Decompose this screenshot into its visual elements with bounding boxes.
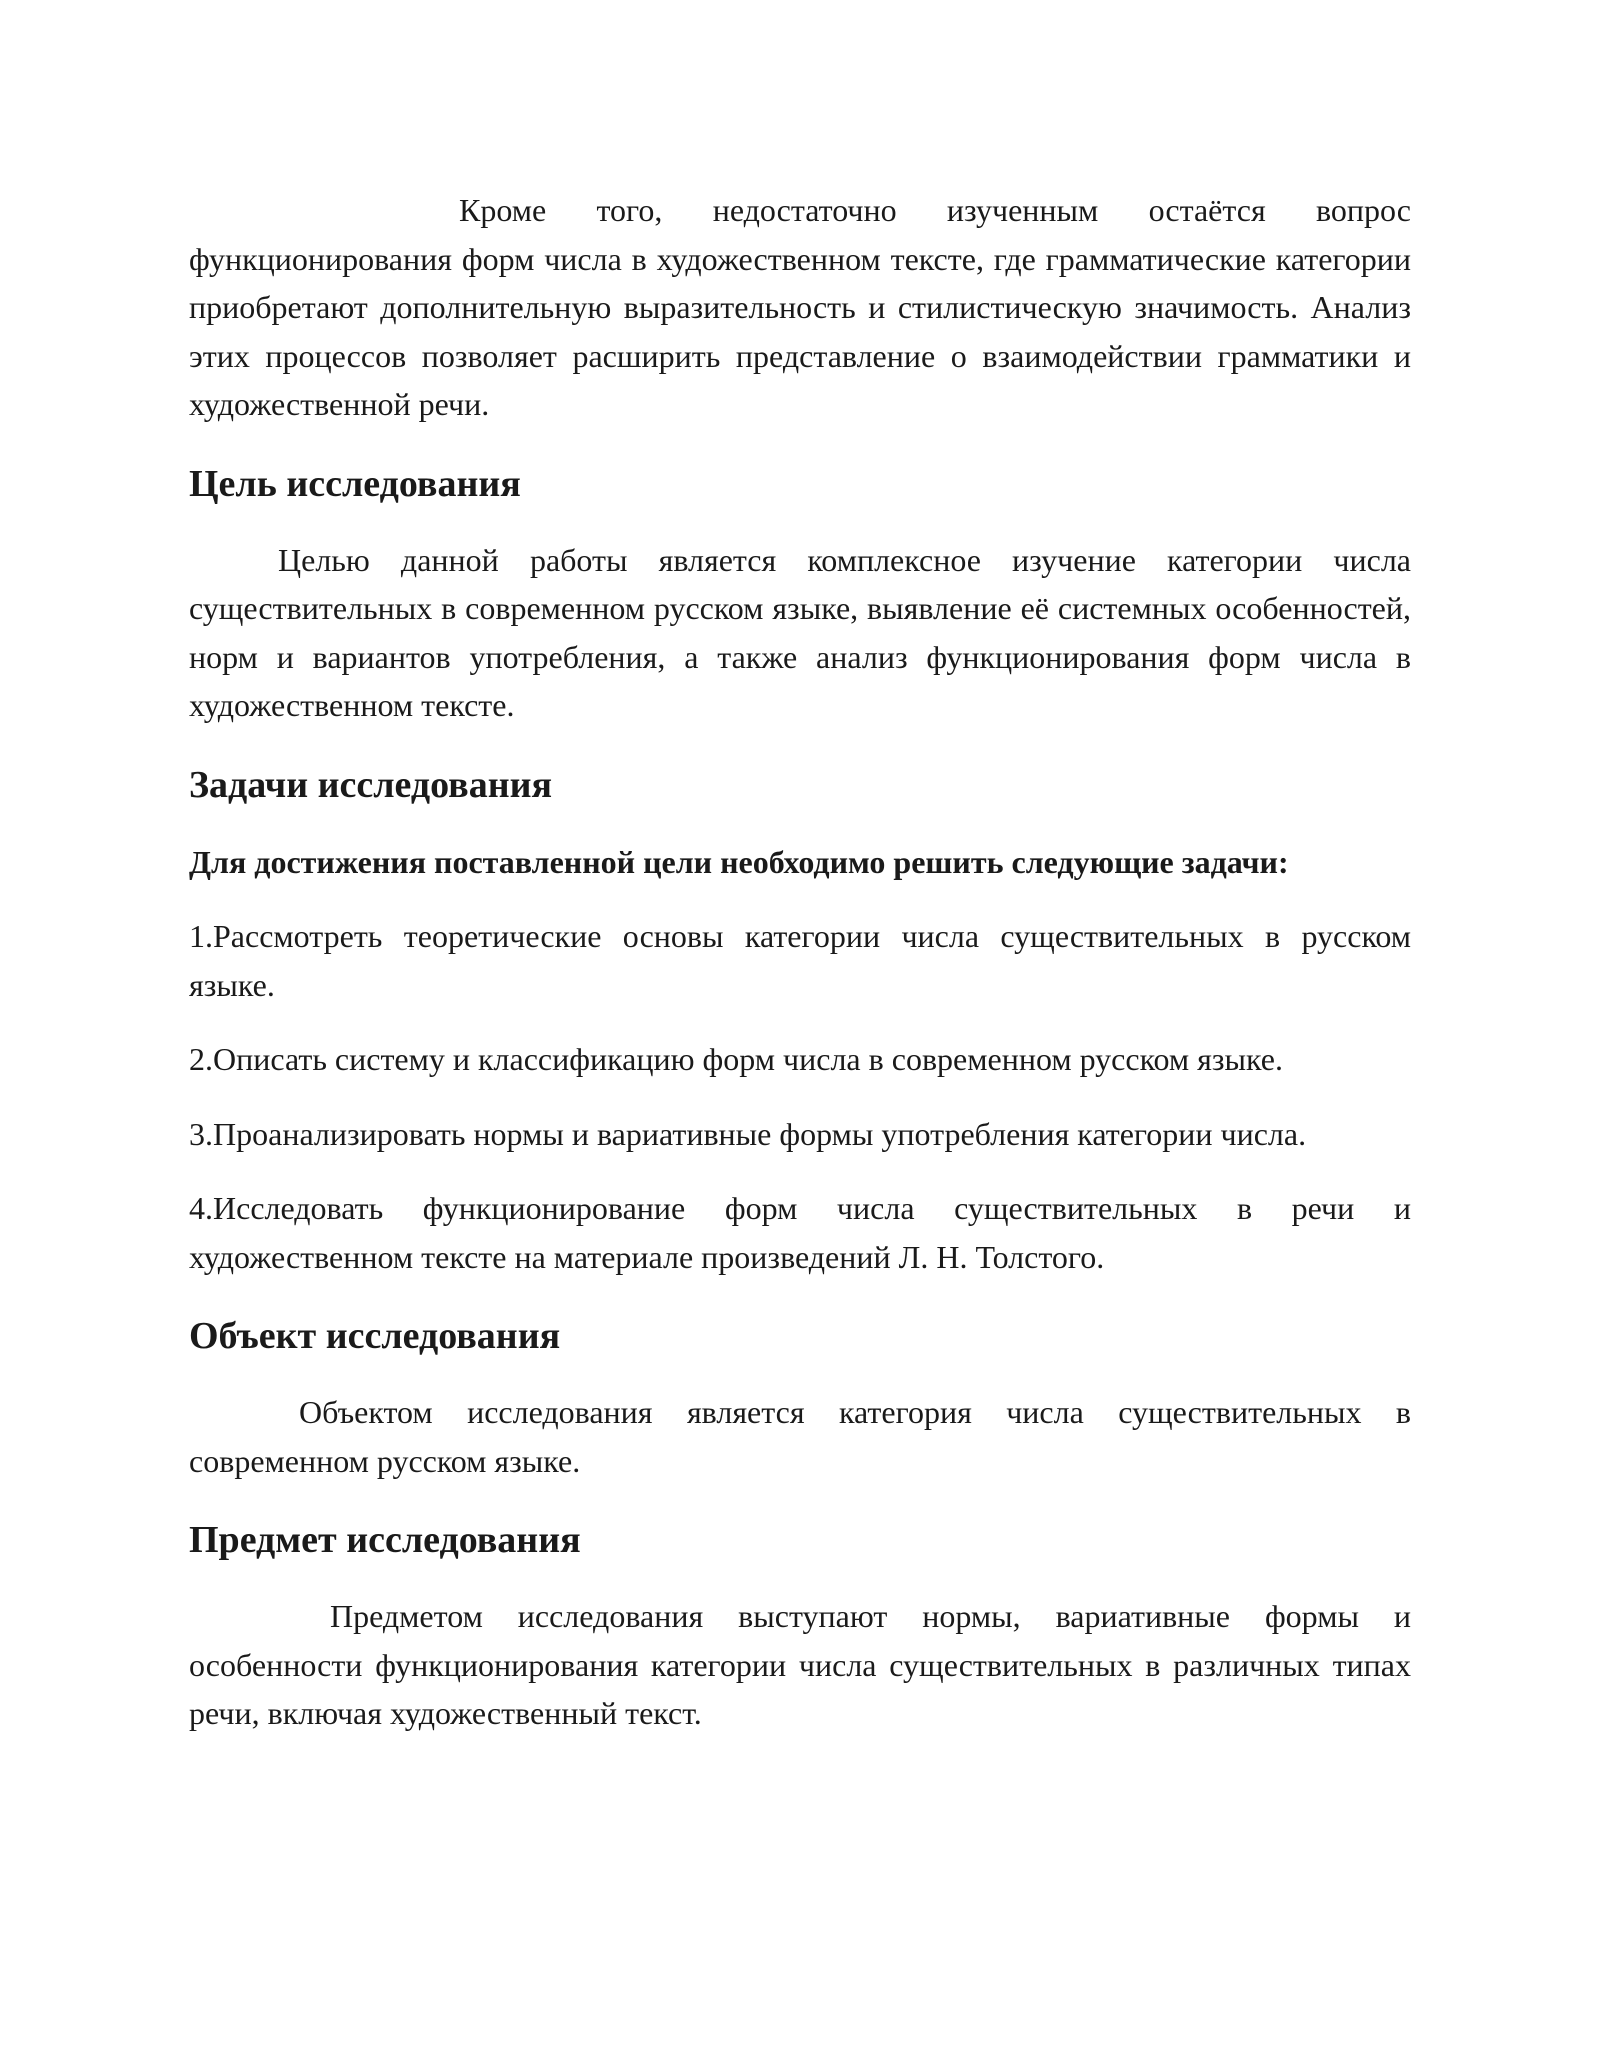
- subject-paragraph: Предметом исследования выступают нормы, вариативные формы и особенности функционирования категории числа существительных в различных типах речи, включая художественный текст.: [189, 1598, 1411, 1731]
- goal-paragraph: Целью данной работы является комплексное изучение категории числа существительных в современном русском языке, выявление её системных особенностей, норм и вариантов употребления, а также анализ функционирования форм числа в художественном тексте.: [189, 541, 1411, 723]
- task-item-4: 4.Исследовать функционирование форм числа существительных в речи и художественном тексте на материале произведений Л. Н. Толстого.: [189, 1190, 1411, 1275]
- tasks-heading: Задачи исследования: [189, 763, 553, 806]
- document-body: [189, 186, 1411, 1738]
- object-paragraph: Объектом исследования является категория числа существительных в современном русском языке.: [189, 1394, 1411, 1479]
- goal-heading: Цель исследования: [189, 462, 521, 505]
- tasks-lead: Для достижения поставленной цели необходимо решить следующие задачи:: [189, 843, 1289, 880]
- task-item-2: 2.Описать систему и классификацию форм числа в современном русском языке.: [189, 1041, 1283, 1077]
- subject-heading: Предмет исследования: [189, 1519, 581, 1561]
- object-heading: Объект исследования: [189, 1315, 561, 1357]
- tasks-list: [189, 912, 1411, 1281]
- intro-paragraph: Кроме того, недостаточно изученным остаётся вопрос функционирования форм числа в художественном тексте, где грамматические категории приобретают дополнительную выразительность и стилистическую значимость. Анализ этих процессов позволяет расширить представление о взаимодействии грамматики и художественной речи.: [189, 192, 1411, 422]
- task-item-1: 1.Рассмотреть теоретические основы категории числа существительных в русском языке.: [189, 918, 1411, 1003]
- task-item-3: 3.Проанализировать нормы и вариативные формы употребления категории числа.: [189, 1115, 1307, 1152]
